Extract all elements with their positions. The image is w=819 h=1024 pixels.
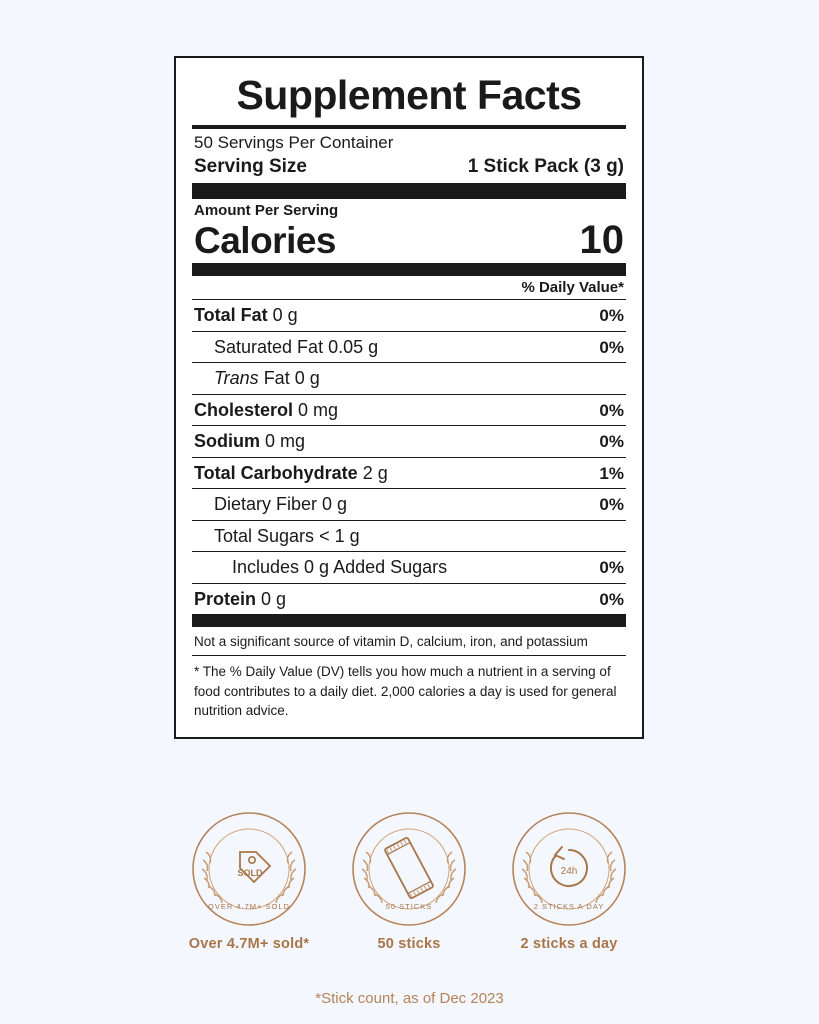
nutrient-daily-value: 1%	[599, 463, 624, 483]
calories-value: 10	[579, 218, 624, 263]
badge-caption-sticks: 50 sticks	[377, 936, 441, 952]
svg-text:SOLD: SOLD	[237, 868, 263, 878]
nutrient-row	[192, 331, 626, 363]
stick-pack-icon	[348, 808, 470, 930]
svg-text:OVER 4.7M+ SOLD: OVER 4.7M+ SOLD	[208, 902, 290, 911]
badge-sold	[174, 808, 324, 952]
nutrient-row	[192, 425, 626, 457]
nutrient-row	[192, 299, 626, 331]
nutrient-daily-value: 0%	[599, 306, 624, 326]
badge-caption-sold: Over 4.7M+ sold*	[188, 936, 310, 952]
nutrient-name: Total Carbohydrate 2 g	[194, 462, 388, 483]
nutrient-rows	[192, 299, 626, 614]
badge-daily	[494, 808, 644, 952]
nutrient-name: Protein 0 g	[194, 588, 287, 609]
nutrient-row	[192, 551, 626, 583]
divider-thick-top	[192, 183, 626, 199]
nutrient-name: Saturated Fat 0.05 g	[214, 336, 379, 357]
svg-text:2 STICKS A DAY: 2 STICKS A DAY	[533, 902, 605, 911]
not-significant-source-note: Not a significant source of vitamin D, calcium, iron, and potassium	[194, 634, 588, 650]
serving-size-row	[192, 155, 626, 183]
daily-value-footnote: * The % Daily Value (DV) tells you how much a nutrient in a serving of food contributes to a daily diet. 2,000 calories a day is used for general nutrition advice.	[192, 655, 626, 723]
nutrient-daily-value: 0%	[599, 432, 624, 452]
divider-thick-mid	[192, 263, 626, 276]
divider-thick-bottom	[192, 614, 626, 627]
nutrient-name: Trans Fat 0 g	[214, 368, 320, 389]
svg-text:50 STICKS: 50 STICKS	[385, 902, 433, 911]
nutrient-name: Sodium 0 mg	[194, 431, 306, 452]
amount-per-serving-label: Amount Per Serving	[194, 202, 339, 220]
nutrient-name: Includes 0 g Added Sugars	[232, 557, 448, 578]
nutrient-row	[192, 520, 626, 552]
nutrient-name: Dietary Fiber 0 g	[214, 494, 348, 515]
24h-cycle-icon	[508, 808, 630, 930]
nutrient-name: Cholesterol 0 mg	[194, 399, 339, 420]
nutrient-name: Total Fat 0 g	[194, 305, 298, 326]
stick-count-disclaimer: *Stick count, as of Dec 2023	[315, 990, 504, 1007]
nutrient-daily-value: 0%	[599, 495, 624, 515]
supplement-facts-panel	[174, 56, 644, 739]
page-title: Supplement Facts	[236, 72, 582, 118]
servings-per-container: 50 Servings Per Container	[194, 133, 394, 153]
nutrient-row	[192, 394, 626, 426]
nutrient-daily-value: 0%	[599, 337, 624, 357]
nutrient-row	[192, 457, 626, 489]
daily-value-header: % Daily Value*	[521, 279, 624, 297]
nutrient-daily-value: 0%	[599, 400, 624, 420]
serving-size-value: 1 Stick Pack (3 g)	[467, 156, 624, 178]
sold-tag-icon	[188, 808, 310, 930]
nutrient-row	[192, 583, 626, 615]
nutrient-daily-value: 0%	[599, 558, 624, 578]
nutrient-row	[192, 488, 626, 520]
badge-row	[174, 808, 644, 952]
nutrient-name: Total Sugars < 1 g	[214, 525, 360, 546]
calories-label: Calories	[194, 220, 337, 262]
calories-row	[192, 219, 626, 263]
nutrient-row	[192, 362, 626, 394]
nutrient-daily-value: 0%	[599, 589, 624, 609]
serving-size-label: Serving Size	[194, 156, 307, 178]
badge-caption-daily: 2 sticks a day	[520, 936, 618, 952]
badge-sticks	[334, 808, 484, 952]
svg-text:24h: 24h	[560, 866, 578, 877]
